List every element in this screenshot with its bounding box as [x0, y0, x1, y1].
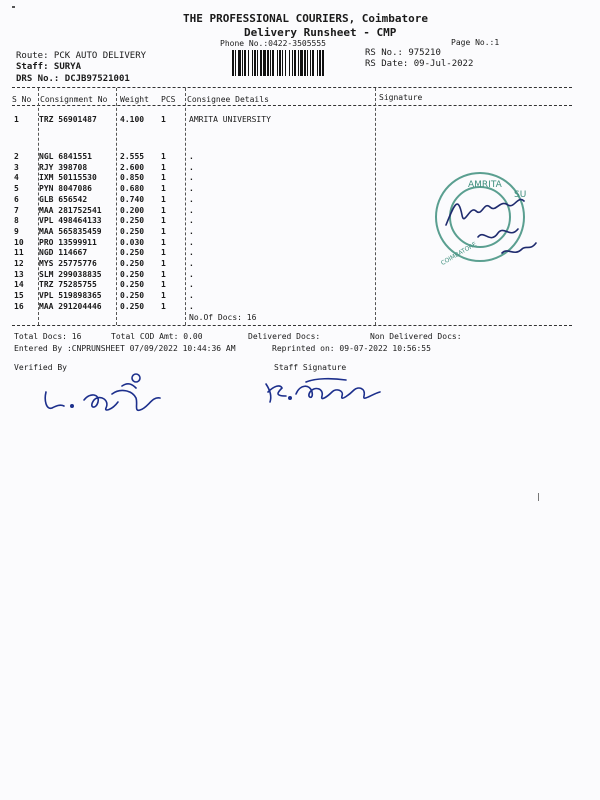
- row-weight: 0.740: [120, 194, 145, 204]
- row-consignee: .: [189, 216, 194, 226]
- row-consignee: .: [189, 291, 194, 301]
- row-sno: 16: [14, 301, 24, 311]
- row-pcs: 1: [161, 152, 166, 161]
- rs-date: RS Date: 09-Jul-2022: [365, 59, 474, 69]
- header-consignee: Consignee Details: [187, 95, 269, 104]
- row-pcs: 1: [161, 216, 166, 226]
- row-weight: 0.250: [120, 248, 145, 258]
- row-weight: 0.250: [120, 269, 145, 279]
- row-pcs: 1: [161, 162, 166, 172]
- col-divider-3: [185, 88, 186, 325]
- stamp-text-bottom: COIMBATORE: [439, 240, 478, 267]
- scan-speck: [538, 493, 539, 501]
- row-consignee: .: [189, 173, 194, 183]
- row-consignee: AMRITA UNIVERSITY: [189, 115, 271, 124]
- row-sno: 7: [14, 205, 19, 215]
- row-consignee: .: [189, 269, 194, 279]
- row-pcs: 1: [161, 226, 166, 236]
- company-name: THE PROFESSIONAL COURIERS, Coimbatore: [183, 12, 429, 25]
- row-sno: 3: [14, 162, 19, 172]
- verified-by-signature: [40, 370, 180, 420]
- row-pcs: 1: [161, 194, 166, 204]
- header-weight: Weight: [120, 95, 149, 104]
- row-sno: 14: [14, 280, 24, 290]
- document-title: Delivery Runsheet - CMP: [244, 26, 397, 39]
- header-consignment: Consignment No: [40, 95, 108, 104]
- row-consignment: MAA 281752541: [39, 205, 102, 215]
- route-label: Route: PCK AUTO DELIVERY: [16, 51, 147, 61]
- row-sno: 6: [14, 194, 19, 204]
- row-weight: 0.250: [120, 259, 145, 268]
- row-weight: 0.200: [120, 205, 145, 215]
- row-consignment: VPL 519898365: [39, 291, 102, 301]
- stamp-text-side: SU: [514, 190, 527, 200]
- row-consignment: GLB 656542: [39, 194, 88, 204]
- row-weight: 0.850: [120, 173, 145, 183]
- row-sno: 12: [14, 259, 24, 268]
- row-weight: 0.250: [120, 291, 145, 301]
- row-consignee: .: [189, 194, 194, 204]
- table-top-rule: [12, 87, 572, 88]
- row-pcs: 1: [161, 301, 166, 311]
- row-consignee: .: [189, 259, 194, 268]
- row-pcs: 1: [161, 248, 166, 258]
- row-consignee: .: [189, 237, 194, 247]
- row-sno: 15: [14, 291, 24, 301]
- entered-by: Entered By :CNPRUNSHEET 07/09/2022 10:44:36 AM: [14, 344, 236, 353]
- barcode: [232, 50, 346, 76]
- row-sno: 2: [14, 152, 19, 161]
- barcode-bar: [324, 50, 325, 76]
- row-consignee: .: [189, 301, 194, 311]
- staff-signature: [262, 374, 392, 410]
- reprinted-on: Reprinted on: 09-07-2022 10:56:55: [272, 344, 431, 353]
- row-consignment: MAA 291204446: [39, 301, 102, 311]
- row-consignment: TRZ 75285755: [39, 280, 97, 290]
- total-docs: Total Docs: 16: [14, 332, 82, 341]
- company-stamp: [418, 165, 558, 275]
- table-bottom-rule: [12, 325, 572, 326]
- page-number: Page No.:1: [451, 38, 500, 47]
- delivered-docs: Delivered Docs:: [248, 332, 321, 341]
- header-signature: Signature: [379, 93, 423, 102]
- row-pcs: 1: [161, 205, 166, 215]
- drs-label: DRS No.:: [16, 74, 60, 84]
- row-consignee: .: [189, 226, 194, 236]
- row-weight: 0.680: [120, 184, 145, 194]
- row-consignment: IXM 50115530: [39, 173, 97, 183]
- row-sno: 5: [14, 184, 19, 194]
- row-weight: 0.250: [120, 226, 145, 236]
- row-consignment: RJY 398708: [39, 162, 88, 172]
- total-cod-amount: Total COD Amt: 0.00: [111, 332, 203, 341]
- row-consignee: .: [189, 152, 194, 161]
- verified-by-label: Verified By: [14, 363, 67, 372]
- row-weight: 0.250: [120, 216, 145, 226]
- row-consignment: MAA 565835459: [39, 226, 102, 236]
- phone-number: Phone No.:0422-3505555: [220, 39, 326, 48]
- row-pcs: 1: [161, 173, 166, 183]
- row-weight: 2.600: [120, 162, 145, 172]
- non-delivered-docs: Non Delivered Docs:: [370, 332, 462, 341]
- row-pcs: 1: [161, 280, 166, 290]
- drs-value: DCJB97521001: [64, 74, 130, 84]
- stamp-text-top: AMRITA: [468, 180, 502, 190]
- row-sno: 4: [14, 173, 19, 183]
- staff-label: Staff: SURYA: [16, 62, 82, 72]
- rs-number: RS No.: 975210: [365, 48, 441, 58]
- row-pcs: 1: [161, 291, 166, 301]
- scan-speck: [12, 6, 15, 8]
- row-sno: 1: [14, 115, 19, 124]
- row-consignment: SLM 299038835: [39, 269, 102, 279]
- row-consignee: .: [189, 162, 194, 172]
- row-weight: 0.250: [120, 301, 145, 311]
- no-of-docs: No.Of Docs: 16: [189, 313, 257, 322]
- row-consignment: NGD 114667: [39, 248, 88, 258]
- row-consignee: .: [189, 205, 194, 215]
- row-weight: 4.100: [120, 115, 145, 124]
- drs-number: [16, 74, 130, 84]
- row-weight: 0.250: [120, 280, 145, 290]
- col-divider-4: [375, 88, 376, 325]
- row-consignment: MYS 25775776: [39, 259, 97, 268]
- row-consignee: .: [189, 280, 194, 290]
- row-consignee: .: [189, 184, 194, 194]
- row-consignment: PYN 8047086: [39, 184, 92, 194]
- row-consignment: NGL 6841551: [39, 152, 92, 161]
- row-weight: 2.555: [120, 152, 145, 161]
- row-sno: 9: [14, 226, 19, 236]
- staff-signature-label: Staff Signature: [274, 363, 347, 372]
- row-sno: 13: [14, 269, 24, 279]
- row-pcs: 1: [161, 184, 166, 194]
- header-pcs: PCS: [161, 95, 176, 104]
- row-consignee: .: [189, 248, 194, 258]
- table-header-rule: [12, 105, 572, 106]
- row-consignment: TRZ 56901487: [39, 115, 97, 124]
- row-sno: 10: [14, 237, 24, 247]
- header-sno: S No: [12, 95, 32, 104]
- row-pcs: 1: [161, 237, 166, 247]
- col-divider-2: [116, 88, 117, 325]
- row-pcs: 1: [161, 115, 166, 124]
- row-consignment: PRO 13599911: [39, 237, 97, 247]
- row-weight: 0.030: [120, 237, 145, 247]
- row-sno: 8: [14, 216, 19, 226]
- row-pcs: 1: [161, 259, 166, 268]
- row-consignment: VPL 498464133: [39, 216, 102, 226]
- row-pcs: 1: [161, 269, 166, 279]
- row-sno: 11: [14, 248, 24, 258]
